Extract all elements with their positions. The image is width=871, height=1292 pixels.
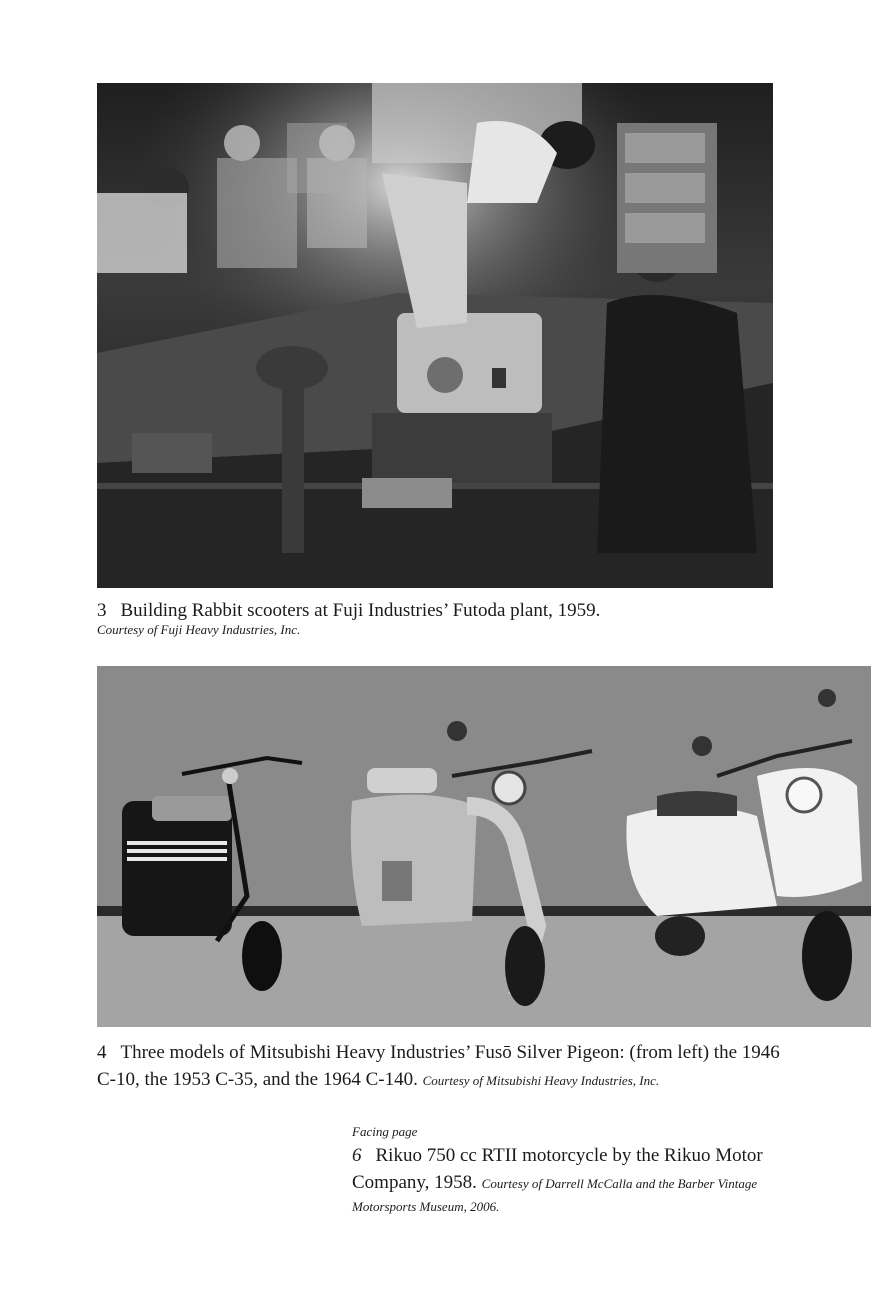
caption-line-1 [97,1039,797,1066]
figure-4-credit: Courtesy of Mitsubishi Heavy Industries, Inc. [422,1073,660,1088]
caption-line-2 [97,1066,797,1094]
scooters-photo [97,666,871,1027]
caption-line-1 [352,1142,792,1169]
caption-text: Rikuo 750 cc RTII motorcycle by the Rikuo Motor [375,1145,763,1166]
figure-number: 6 [352,1145,362,1166]
figure-number: 3 [97,600,107,621]
figure-number: 4 [97,1042,107,1063]
figure-3-caption [97,597,797,624]
figure-3-credit: Courtesy of Fuji Heavy Industries, Inc. [97,622,301,637]
figure-6-credit-2: Motorsports Museum, 2006. [352,1199,500,1214]
caption-text: Building Rabbit scooters at Fuji Industries’ Futoda plant, 1959. [120,600,601,621]
figure-6-credit-1: Courtesy of Darrell McCalla and the Barber Vintage [481,1176,758,1191]
factory-photo [97,83,773,588]
caption-text: Three models of Mitsubishi Heavy Industries’ Fusō Silver Pigeon: (from left) the 1946 [120,1042,780,1063]
figure-6-caption [352,1142,792,1217]
caption-text: Company, 1958. [352,1172,477,1193]
caption-line-2 [352,1169,792,1197]
facing-page-label: Facing page [352,1124,418,1139]
figure-4-caption [97,1039,797,1094]
caption-text: C-10, the 1953 C-35, and the 1964 C-140. [97,1069,418,1090]
